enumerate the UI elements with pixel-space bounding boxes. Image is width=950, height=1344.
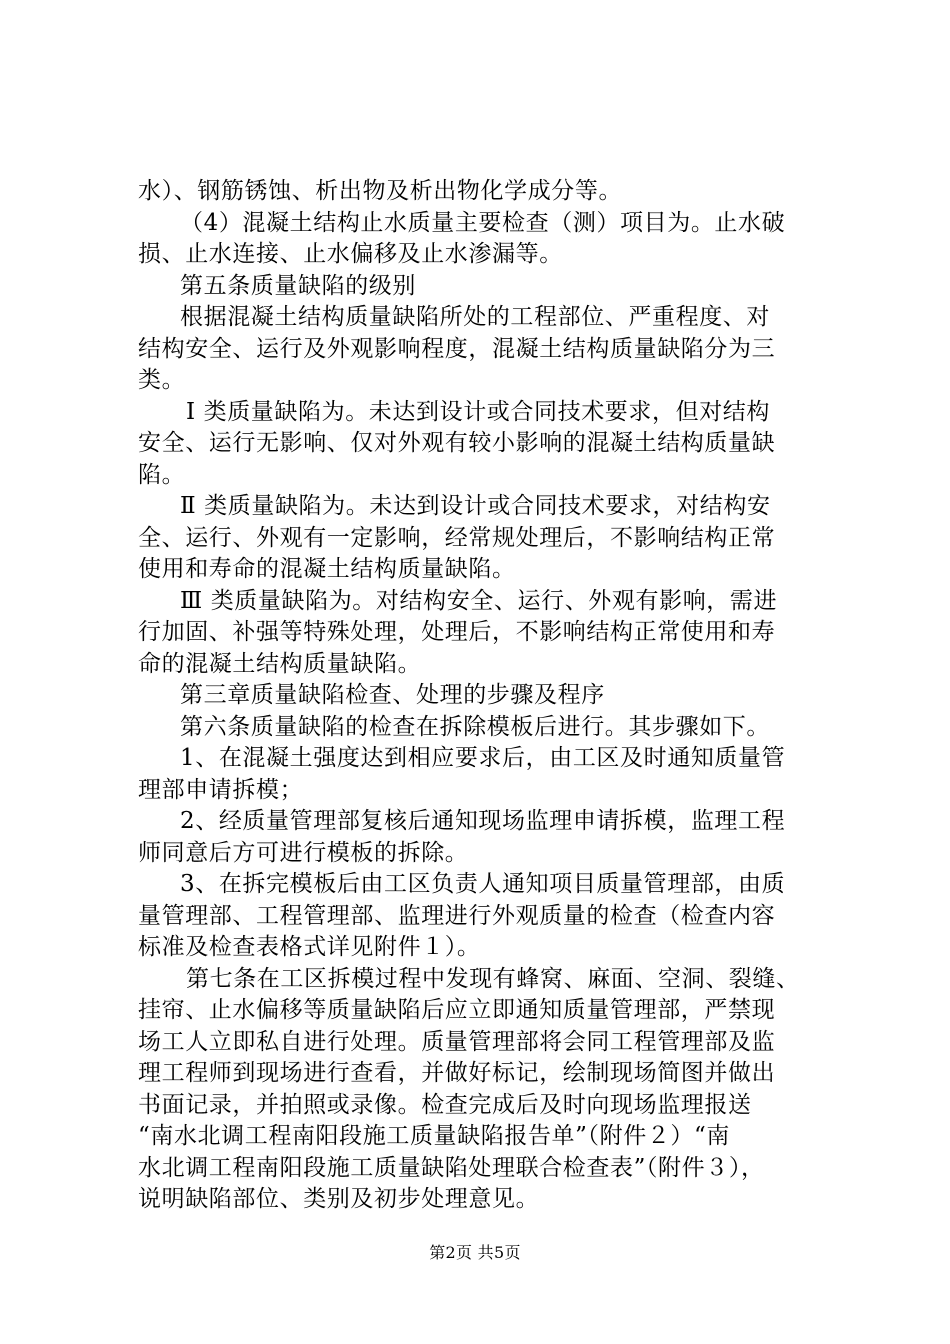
text-line: “南水北调工程南阳段施工质量缺陷报告单”（附件２）“南 xyxy=(138,1123,730,1149)
page-footer: 第2页 共5页 xyxy=(429,1243,521,1262)
text-line: Ⅰ 类质量缺陷为。未达到设计或合同技术要求，但对结构 xyxy=(186,398,770,425)
text-line: （4）混凝土结构止水质量主要检查（测）项目为。止水破 xyxy=(180,209,786,236)
text-line: Ⅱ 类质量缺陷为。未达到设计或合同技术要求，对结构安 xyxy=(180,493,771,519)
text-line: 理工程师到现场进行查看，并做好标记，绘制现场简图并做出 xyxy=(138,1060,776,1086)
text-line: 陷。 xyxy=(138,461,186,488)
text-line: 水北调工程南阳段施工质量缺陷处理联合检查表”（附件３）， xyxy=(138,1154,765,1181)
text-line: 损、止水连接、止水偏移及止水渗漏等。 xyxy=(138,241,563,267)
text-line: 2、经质量管理部复核后通知现场监理申请拆模，监理工程 xyxy=(180,808,786,834)
text-line: 书面记录，并拍照或录像。检查完成后及时向现场监理报送 xyxy=(138,1091,752,1118)
text-line: Ⅲ 类质量缺陷为。对结构安全、运行、外观有影响，需进 xyxy=(180,587,778,614)
text-line: 类。 xyxy=(138,367,186,393)
text-line: 师同意后方可进行模板的拆除。 xyxy=(138,839,469,866)
text-line: 理部申请拆模； xyxy=(138,776,304,803)
text-line: 命的混凝土结构质量缺陷。 xyxy=(138,650,422,677)
text-line: 结构安全、运行及外观影响程度，混凝土结构质量缺陷分为三 xyxy=(138,335,776,362)
text-line: 根据混凝土结构质量缺陷所处的工程部位、严重程度、对 xyxy=(180,304,770,330)
text-line: 说明缺陷部位、类别及初步处理意见。 xyxy=(138,1186,540,1212)
text-line: 使用和寿命的混凝土结构质量缺陷。 xyxy=(138,556,516,582)
text-line: 挂帘、止水偏移等质量缺陷后应立即通知质量管理部，严禁现 xyxy=(138,997,776,1023)
text-line: 安全、运行无影响、仅对外观有较小影响的混凝土结构质量缺 xyxy=(138,430,776,456)
text-line: 行加固、补强等特殊处理，处理后，不影响结构正常使用和寿 xyxy=(138,619,776,645)
text-line: 第六条质量缺陷的检查在拆除模板后进行。其步骤如下。 xyxy=(180,713,770,740)
text-line: 场工人立即私自进行处理。质量管理部将会同工程管理部及监 xyxy=(138,1028,776,1055)
text-line: 第七条在工区拆模过程中发现有蜂窝、麻面、空洞、裂缝、 xyxy=(186,965,800,992)
text-line: 全、运行、外观有一定影响，经常规处理后，不影响结构正常 xyxy=(138,524,776,551)
text-line: 量管理部、工程管理部、监理进行外观质量的检查（检查内容 xyxy=(138,902,776,929)
text-line: 第五条质量缺陷的级别 xyxy=(180,272,416,299)
text-line: 1、在混凝土强度达到相应要求后，由工区及时通知质量管 xyxy=(180,745,786,771)
text-line: 3、在拆完模板后由工区负责人通知项目质量管理部，由质 xyxy=(180,871,786,897)
document-body xyxy=(138,176,838,1216)
text-line: 第三章质量缺陷检查、处理的步骤及程序 xyxy=(180,682,605,708)
text-line: 水）、钢筋锈蚀、析出物及析出物化学成分等。 xyxy=(138,178,623,204)
text-line: 标准及检查表格式详见附件１）。 xyxy=(138,934,481,960)
